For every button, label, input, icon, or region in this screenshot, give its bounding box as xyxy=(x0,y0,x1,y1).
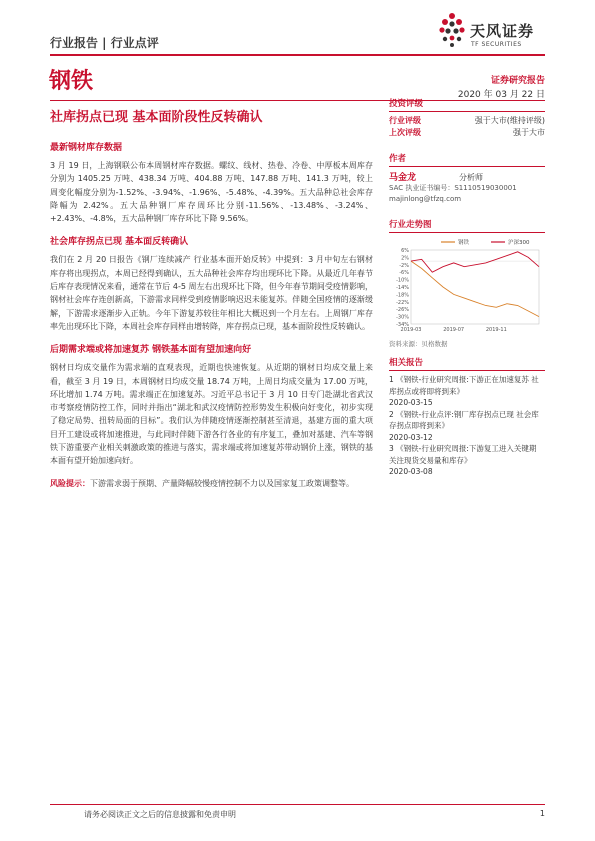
y-tick-label: 6% xyxy=(401,248,409,254)
y-tick-label: -14% xyxy=(396,285,409,291)
prev-rating-value: 强于大市 xyxy=(513,128,545,137)
legend-label: 钢铁 xyxy=(458,240,470,246)
analyst-email[interactable]: majinlong@tfzq.com xyxy=(389,195,462,203)
brand-logo xyxy=(438,12,548,56)
footer-disclaimer: 请务必阅读正文之后的信息披露和免责申明 xyxy=(84,810,236,819)
prev-rating-row xyxy=(389,127,545,139)
report-title: 社库拐点已现 基本面阶段性反转确认 xyxy=(50,110,263,125)
analyst-name: 马金龙 xyxy=(389,173,417,183)
risk-label: 风险提示： xyxy=(50,478,90,488)
prev-rating-label: 上次评级 xyxy=(389,128,421,137)
risk-text: 下游需求弱于预期、产量降幅较慢疫情控制不力以及国家复工政策调整等。 xyxy=(90,478,354,488)
x-tick-label: 2019-07 xyxy=(443,327,465,333)
brand-name-en: TF SECURITIES xyxy=(471,41,522,48)
author-heading: 作者 xyxy=(389,154,407,164)
sidebar-divider xyxy=(389,111,545,112)
y-tick-label: -2% xyxy=(399,262,409,269)
page-number: 1 xyxy=(539,809,545,818)
sidebar-divider xyxy=(389,232,545,233)
related-report-title[interactable]: 1 《钢铁-行业研究周报:下游正在加速复苏 社库拐点或将即将到来》 xyxy=(389,375,539,396)
analyst-row xyxy=(389,170,545,183)
main-content xyxy=(50,140,373,499)
chart-source: 资料来源：贝格数据 xyxy=(389,340,448,348)
section-paragraph: 我们在 2 月 20 日报告《钢厂连续减产 行业基本面开始反转》中提到：3 月中旬左右钢材库存将出现拐点，本周已经得到确认，五大品种社会库存均出现环比下降。从最近几年春节后库存表现情况来看，通常在节后 4-5 周左右出现环比下降，但今年春节期间受疫情影响，钢材社会库存连创新高，下游需求同样受到疫情影响迟迟未能复苏。伴随全国疫情的逐渐缓解，下游需求逐渐步入正轨。今年下游复苏较往年相比大概迟到一个月左右。上周钢厂库存率先出现环比下降，本周社会库存同样由增转降，库存拐点已现，基本面阶段性反转确认。 xyxy=(50,255,373,331)
y-tick-label: 2% xyxy=(401,255,409,262)
analyst-sac: SAC 执业证书编号：S1110519030001 xyxy=(389,184,517,192)
footer-divider xyxy=(50,804,545,805)
related-report[interactable] xyxy=(389,409,545,444)
y-tick-label: -26% xyxy=(396,307,409,314)
section-heading: 最新钢材库存数据 xyxy=(50,143,123,153)
y-tick-label: -22% xyxy=(396,299,409,306)
sidebar-divider xyxy=(389,166,545,167)
section-social-inventory xyxy=(50,234,373,333)
series-line-hs300 xyxy=(411,252,539,272)
related-report[interactable] xyxy=(389,443,545,478)
brand-logo-icon xyxy=(438,12,466,48)
y-tick-label: -10% xyxy=(396,277,409,284)
trend-chart xyxy=(389,236,545,336)
sidebar-divider xyxy=(389,370,545,371)
y-tick-label: -34% xyxy=(396,322,409,328)
y-tick-label: -18% xyxy=(396,292,409,299)
trend-chart-svg xyxy=(389,236,545,336)
industry-rating-label: 行业评级 xyxy=(389,116,421,125)
report-category: 行业报告 | 行业点评 xyxy=(50,36,159,50)
header-divider xyxy=(50,54,545,56)
related-report-title[interactable]: 3 《钢铁-行业研究周报:下游复工进入关键期 关注现货交易量和库存》 xyxy=(389,444,537,465)
analyst-role: 分析师 xyxy=(459,173,483,182)
section-inventory xyxy=(50,140,373,225)
section-paragraph: 钢材日均成交量作为需求端的直观表现，近期也快速恢复。从近期的钢材日均成交量上来看，截至 3 月 19 日，本周钢材日均成交量 18.74 万吨，上周日均成交量为 17.00 万吨，环比增加 1.74 万吨。需求端正在加速复苏。习近平总书记于 3 月 10 日专门赴湖北省武汉市考察疫情防控工作，同时并指出“湖北和武汉疫情防控形势发生积极向好变化，初步实现了稳定局势、扭转局面的目标”。我们认为伴随疫情逐渐控制甚至清退，基建方面的重大项目开工建设或将加速推进，与此同时伴随下游各行各业的有序复工，叠加对基建、汽车等钢铁下游重要产业相关刺激政策的推进与落实，需求端或将加速复苏带动钢价上涨，钢铁的基本面有望开始加速向好。 xyxy=(50,363,373,466)
related-report-date: 2020-03-08 xyxy=(389,467,433,476)
related-heading: 相关报告 xyxy=(389,358,424,368)
rating-heading: 投资评级 xyxy=(389,99,424,109)
sidebar xyxy=(389,98,545,478)
section-paragraph: 3 月 19 日，上海钢联公布本周钢材库存数据。螺纹、线材、热卷、冷卷、中厚板本周库存分别为 1405.25 万吨、438.34 万吨、404.88 万吨、147.88 万吨、141.3 万吨，较上周变化幅度分别为-1.52%、-3.94%、-1.96%、-5.48%、-4.39%。五大品种总社会库存降幅为 2.42%。五大品种钢厂库存周环比分别-11.56%、-13.48%、-3.24%、+2.43%、-4.8%，五大品种钢厂库存环比下降 9.56%。 xyxy=(50,161,373,224)
section-heading: 后期需求端或将加速复苏 钢铁基本面有望加速向好 xyxy=(50,345,252,356)
related-report-date: 2020-03-15 xyxy=(389,398,433,407)
report-type: 证券研究报告 xyxy=(490,76,545,86)
industry-rating-value: 强于大市(维持评级) xyxy=(474,116,545,125)
risk-warning xyxy=(50,477,373,490)
industry-rating-row xyxy=(389,115,545,127)
brand-name-cn: 天风证券 xyxy=(470,22,535,40)
x-tick-label: 2019-11 xyxy=(485,327,507,333)
section-heading: 社会库存拐点已现 基本面反转确认 xyxy=(50,237,189,248)
x-tick-label: 2019-03 xyxy=(400,327,422,333)
section-demand-outlook xyxy=(50,342,373,467)
report-date: 2020 年 03 月 22 日 xyxy=(457,90,545,100)
trend-heading: 行业走势图 xyxy=(389,220,432,230)
related-report-date: 2020-03-12 xyxy=(389,432,433,442)
industry-name: 钢铁 xyxy=(49,69,94,94)
y-tick-label: -6% xyxy=(399,270,409,277)
legend-label: 沪深300 xyxy=(508,240,530,246)
y-tick-label: -30% xyxy=(396,314,409,321)
related-report[interactable] xyxy=(389,374,545,409)
related-report-title[interactable]: 2 《钢铁-行业点评:钢厂库存拐点已现 社会库存拐点即将到来》 xyxy=(389,409,539,430)
